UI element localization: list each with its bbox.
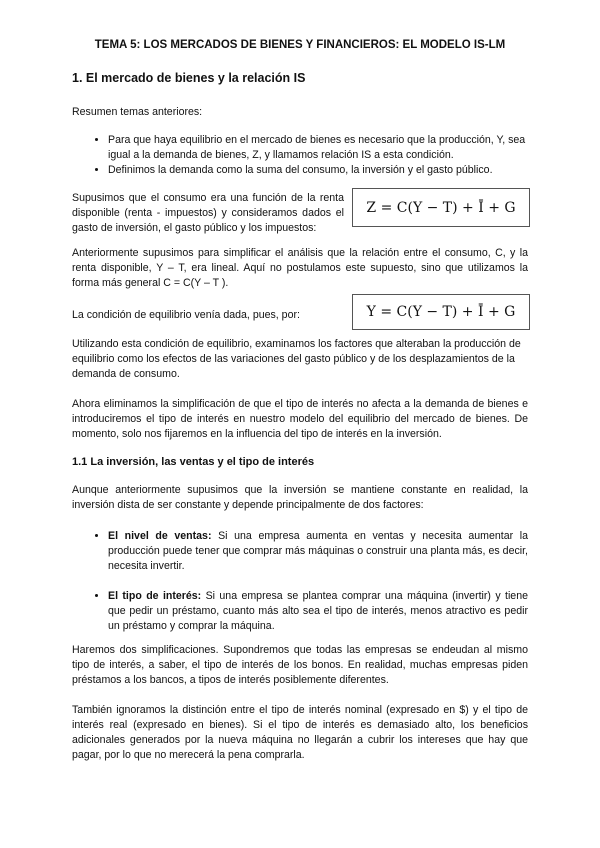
- paragraph: La condición de equilibrio venía dada, pues, por:: [72, 309, 300, 321]
- list-item: • Definimos la demanda como la suma del consumo, la inversión y el gasto público.: [108, 163, 528, 178]
- paragraph: Supusimos que el consumo era una función de la renta disponible (renta - impuestos) y consideramos dados el gasto de inversión, el gasto público y los impuestos:: [72, 192, 344, 234]
- paragraph: Anteriormente supusimos para simplificar el análisis que la relación entre el consumo, C, y la renta disponible, Y – T, era lineal. Aquí no postulamos este supuesto, sino que utilizamos la forma más general C = C(Y – T ).: [72, 247, 528, 289]
- factor-label: El tipo de interés:: [108, 590, 202, 602]
- list-item: [108, 529, 528, 574]
- paragraph: Resumen temas anteriores:: [72, 106, 203, 118]
- paragraph: Utilizando esta condición de equilibrio, examinamos los factores que alteraban la producción de equilibrio como los efectos de las variaciones del gasto público y de los desplazamientos de la demanda de consumo.: [72, 338, 521, 380]
- paragraph: Aunque anteriormente supusimos que la inversión se mantiene constante en realidad, la inversión dista de ser constante y depende principalmente de dos factores:: [72, 484, 528, 511]
- list-item: • Para que haya equilibrio en el mercado de bienes es necesario que la producción, Y, sea igual a la demanda de bienes, Z, y llamamos relación IS a esta condición.: [108, 133, 528, 163]
- paragraph: También ignoramos la distinción entre el tipo de interés nominal (expresado en $) y el tipo de interés real (expresado en bienes). Si el tipo de interés es demasiado alto, los beneficios adicionales generados por la nueva máquina no llegarán a cubrir los intereses que hay que pagar, por lo que no merecerá la pena comprarla.: [72, 704, 528, 761]
- section-heading: 1. El mercado de bienes y la relación IS: [72, 71, 306, 85]
- subsection-heading: 1.1 La inversión, las ventas y el tipo de interés: [72, 456, 315, 468]
- factor-text: Si una empresa se plantea comprar una máquina (invertir) y tiene que pedir un préstamo, cuanto más alto sea el tipo de interés, menos atractivo es pedir un préstamo y comprar la máquina.: [108, 590, 528, 632]
- equation-box: Y = C(Y − T) + Ī + G: [352, 294, 530, 330]
- factor-label: El nivel de ventas:: [108, 530, 212, 542]
- bullet-list: [72, 133, 528, 178]
- list-item: [108, 589, 528, 634]
- paragraph: Haremos dos simplificaciones. Supondremos que todas las empresas se endeudan al mismo tipo de interés, a saber, el tipo de interés de los bonos. En realidad, muchas empresas piden préstamos a los bancos, a tipos de interés posiblemente diferentes.: [72, 644, 528, 686]
- factor-list: [72, 529, 528, 649]
- paragraph: Ahora eliminamos la simplificación de que el tipo de interés no afecta a la demanda de bienes e introduciremos el tipo de interés en nuestro modelo del equilibrio del mercado de bienes. De momento, solo nos fijaremos en la influencia del tipo de interés en la inversión.: [72, 398, 528, 440]
- factor-text: Si una empresa aumenta en ventas y necesita aumentar la producción puede tener que comprar más máquinas o construir una planta más, es decir, necesita invertir.: [108, 530, 528, 572]
- document-title: TEMA 5: LOS MERCADOS DE BIENES Y FINANCIEROS: EL MODELO IS-LM: [94, 39, 506, 51]
- equation-box: Z = C(Y − T) + Ī + G: [352, 188, 530, 227]
